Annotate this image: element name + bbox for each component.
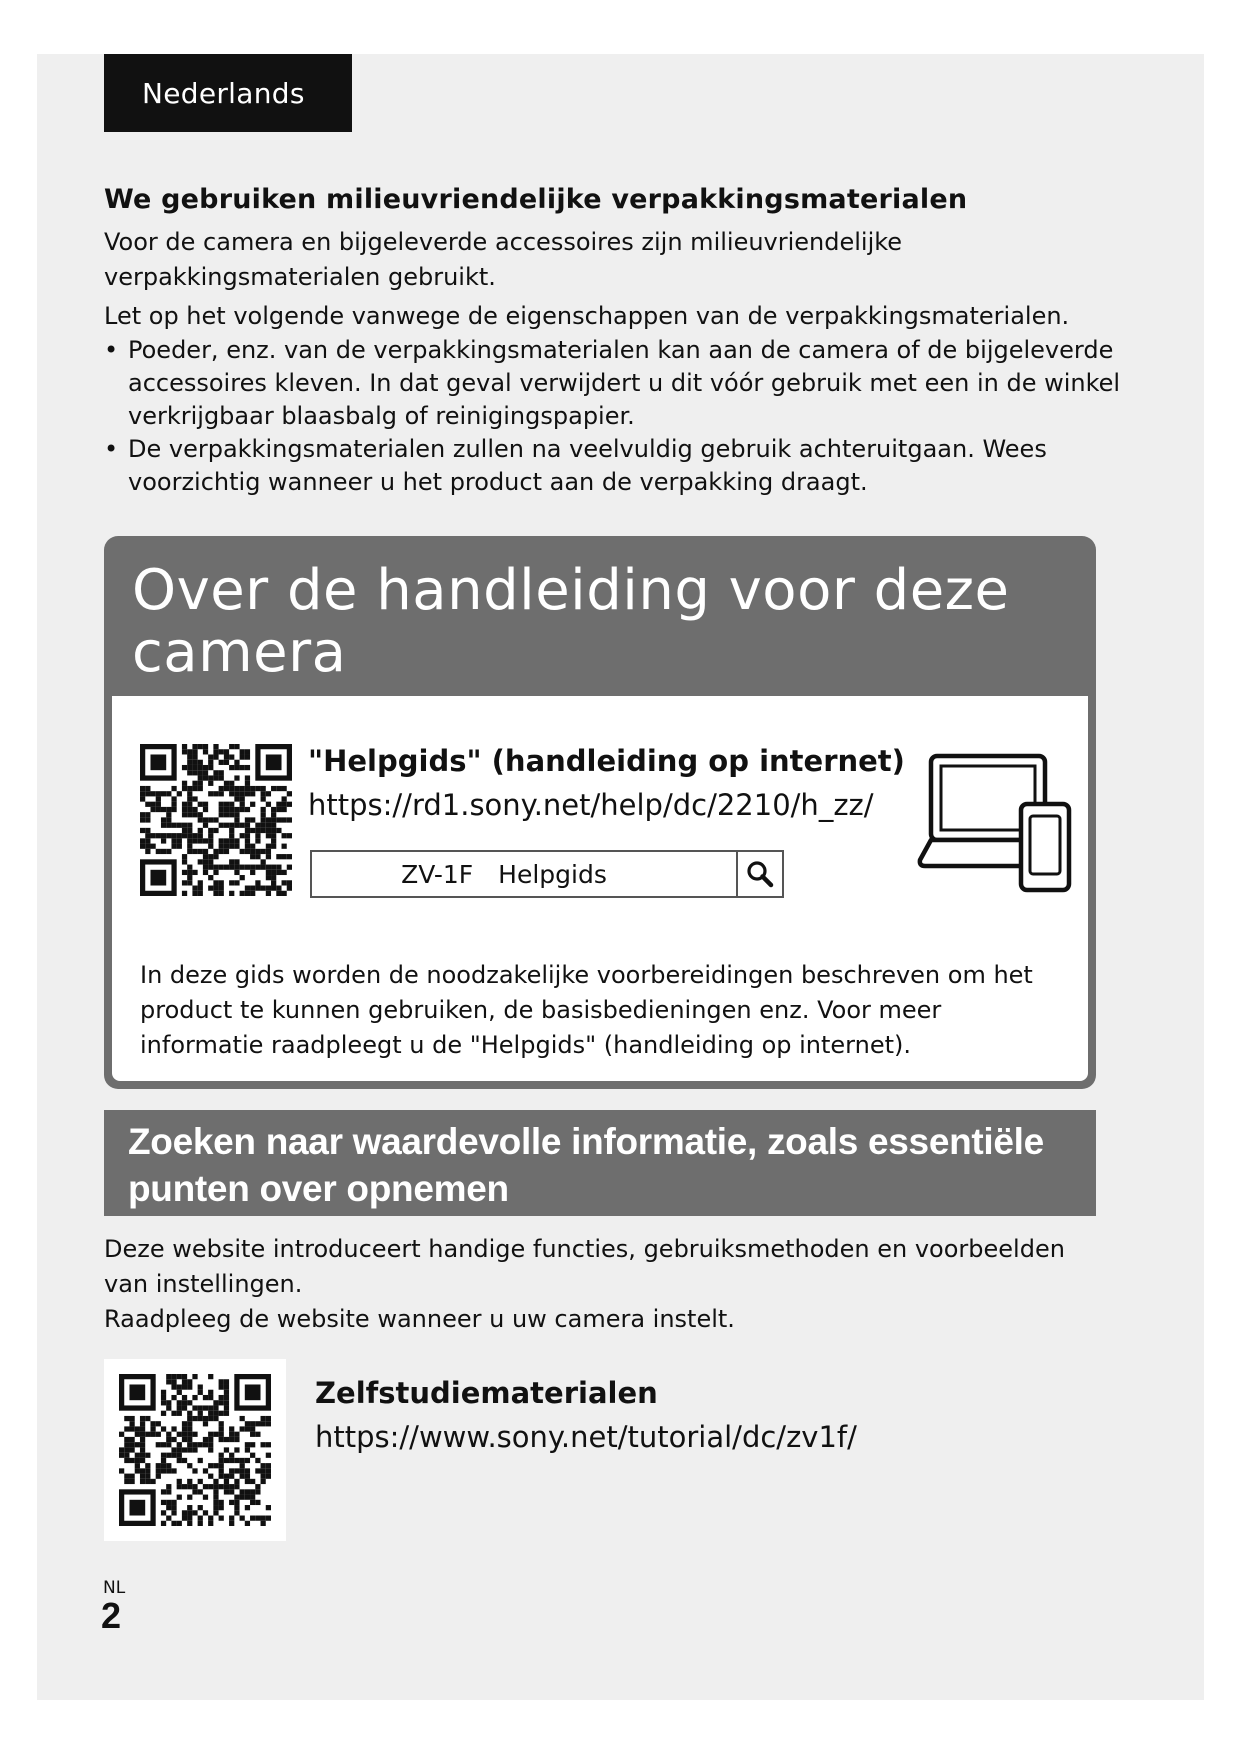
tips-paragraph-1: Deze website introduceert handige functies, gebruiksmethoden en voorbeelden van instellingen. — [104, 1235, 1065, 1298]
packaging-section — [104, 184, 1124, 499]
tips-text — [104, 1232, 1104, 1337]
search-button[interactable] — [736, 852, 782, 896]
packaging-bullet-2: • De verpakkingsmaterialen zullen na veelvuldig gebruik achteruitgaan. Wees voorzichtig wanneer u het product aan de verpakking draagt. — [104, 433, 1124, 499]
packaging-bullet-1: • Poeder, enz. van de verpakkingsmaterialen kan aan de camera of de bijgeleverde accessoires kleven. In dat geval verwijdert u dit vóór gebruik met een in de winkel verkrijgbaar blaasbalg of reinigingspapier. — [104, 334, 1124, 433]
manual-description: In deze gids worden de noodzakelijke voorbereidingen beschreven om het product te kunnen gebruiken, de basisbedieningen enz. Voor meer informatie raadpleegt u de "Helpgids" (handleiding op internet). — [140, 961, 1033, 1059]
tutorial-url[interactable]: https://www.sony.net/tutorial/dc/zv1f/ — [315, 1420, 857, 1454]
magnifier-icon — [745, 859, 775, 889]
packaging-paragraph-2: Let op het volgende vanwege de eigenschappen van de verpakkingsmaterialen. — [104, 302, 1070, 330]
tutorial-title: Zelfstudiematerialen — [315, 1376, 658, 1410]
helpgids-url[interactable]: https://rd1.sony.net/help/dc/2210/h_zz/ — [308, 788, 874, 822]
packaging-bullet-list — [104, 334, 1124, 499]
packaging-paragraph-1: Voor de camera en bijgeleverde accessoires zijn milieuvriendelijke verpakkingsmaterialen gebruikt. — [104, 228, 903, 291]
tutorial-qr-image — [119, 1374, 271, 1526]
page-number: 2 — [101, 1595, 122, 1636]
tutorial-qr-code[interactable] — [104, 1359, 286, 1541]
tips-paragraph-2: Raadpleeg de website wanneer u uw camera instelt. — [104, 1305, 735, 1333]
helpgids-search-bar[interactable] — [310, 850, 784, 898]
helpgids-search-text[interactable]: ZV-1F Helpgids — [401, 859, 607, 889]
manual-page — [37, 54, 1204, 1700]
manual-info-box — [104, 536, 1096, 1089]
helpgids-title: "Helpgids" (handleiding op internet) — [308, 744, 905, 778]
helpgids-qr-code[interactable] — [140, 744, 292, 896]
tips-heading: Zoeken naar waardevolle informatie, zoals essentiële punten over opnemen — [104, 1110, 1096, 1216]
language-tab-label: Nederlands — [142, 76, 305, 110]
helpgids-qr-image — [140, 744, 292, 896]
page-language-code: NL — [103, 1578, 126, 1598]
packaging-heading: We gebruiken milieuvriendelijke verpakkingsmaterialen — [104, 184, 968, 215]
manual-info-body — [112, 696, 1088, 1081]
laptop-smartphone-icon — [917, 748, 1077, 898]
manual-heading: Over de handleiding voor deze camera — [132, 558, 1010, 685]
language-tab — [104, 54, 352, 132]
